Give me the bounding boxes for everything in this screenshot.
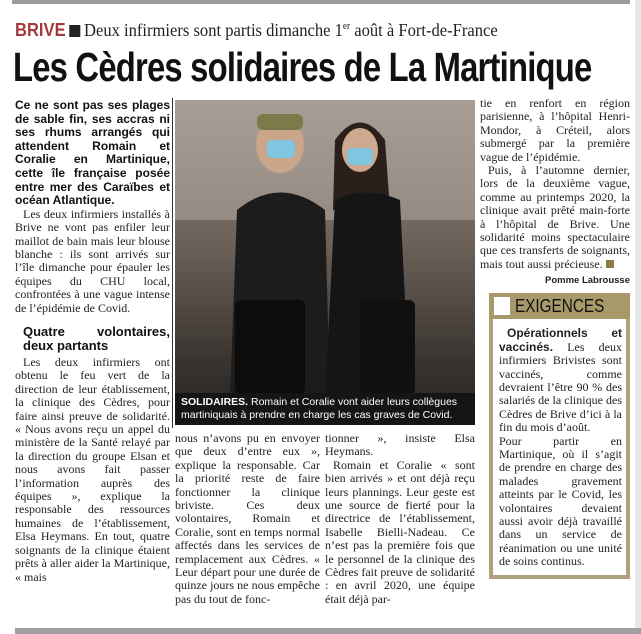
subheading: Quatre volontaires, deux partants bbox=[23, 324, 170, 353]
paragraph bbox=[480, 164, 630, 271]
sidebar-paragraph: Pour partir en Martinique, où il s’agit de prendre en charge des malades gravement atteints par le Covid, les volontaires devaient aussi avoir déjà travaillé dans un service de réanimation ou une unité de soins continus. bbox=[499, 433, 622, 569]
photo-illustration bbox=[175, 100, 475, 425]
paragraph-text: Puis, à l’automne dernier, lors de la deuxième vague, comme au printemps 2020, la clinique avait prêté main-forte à l’hôpital de Brive. Une solidarité moins spectaculaire que ces transferts de soignants, mais tout aussi précieuse. bbox=[480, 163, 630, 271]
square-bullet-icon bbox=[69, 25, 80, 37]
mask-icon bbox=[347, 148, 373, 165]
right-column bbox=[480, 97, 630, 579]
paragraph: Les deux infirmiers ont obtenu le feu vert de la direction de leur établissement, la clinique des Cèdres, pour faire ainsi preuve de solidarité. « Nous avons reçu un appel du ministère de la Santé relayé par la direction du groupe Elsan et nous avons fait passer l’information auprès des équipes », explique la responsable des ressources humaines de l’établissement, Elsa Heymans. En tout, quatre soignants de la clinique étaient prêts à aller aider la Martinique, « mais bbox=[15, 355, 170, 584]
column-4 bbox=[480, 97, 630, 271]
background-wall bbox=[175, 100, 475, 220]
paragraph: tionner », insiste Elsa Heymans. bbox=[325, 431, 475, 459]
kicker-text2: août à Fort-de-France bbox=[350, 20, 498, 40]
sidebar-box-title: EXIGENCES bbox=[515, 296, 605, 317]
mask-icon bbox=[267, 140, 295, 158]
man-cap bbox=[257, 114, 303, 130]
column-3 bbox=[325, 432, 475, 606]
kicker-sup: er bbox=[342, 21, 351, 32]
right-border bbox=[635, 0, 641, 634]
sidebar-text: Les deux infirmiers Brivistes sont vaccinés, comme devraient l’être 90 % des salariés de la clinique des Cèdres de Brive d’ici à la fin du mois d’août. bbox=[499, 339, 622, 435]
kicker-text: Deux infirmiers sont partis dimanche 1 bbox=[84, 20, 343, 40]
paragraph: Les deux infirmiers installés à Brive ne vont pas enfiler leur maillot de bain mais leur blouse blanche : ils sont arrivés sur l’île dimanche pour épauler les équipes du CHU local, confrontées à une vague intense de l’épidémie de Covid. bbox=[15, 206, 170, 315]
lead-paragraph: Ce ne sont pas ses plages de sable fin, ses accras ni ses rhums arrangés qui attendent Romain et Coralie en Martinique, cette île française posée entre mer des Caraïbes et océan Atlantique. bbox=[15, 98, 170, 208]
column-1 bbox=[15, 99, 170, 584]
sidebar-box bbox=[489, 293, 630, 578]
sidebar-lead: Opérationnels et vaccinés. bbox=[499, 326, 622, 354]
column-rule bbox=[172, 98, 173, 428]
sidebar-box-header bbox=[489, 293, 630, 319]
caption-label: SOLIDAIRES. bbox=[181, 396, 249, 408]
kicker-location: BRIVE bbox=[15, 20, 66, 40]
column-2 bbox=[175, 432, 320, 606]
suitcase bbox=[235, 300, 305, 395]
article-photo bbox=[175, 100, 475, 425]
paragraph: Romain et Coralie « sont bien arrivés » et ont déjà reçu leurs plannings. Leur geste est une source de fierté pour la directrice de l’établissement, Isabelle Bielli-Nadeau. Ce n’est pas la première fois que le personnel de la clinique des Cèdres fait preuve de solidarité : en avril 2020, une équipe était déjà par- bbox=[325, 457, 475, 606]
paragraph: tie en renfort en région parisienne, à l’hôpital Henri-Mondor, à Créteil, alors submergé par la première vague de l’épidémie. bbox=[480, 96, 630, 164]
headline: Les Cèdres solidaires de La Martinique bbox=[13, 44, 592, 90]
caption-text: Romain et Coralie vont aider leurs collègues martiniquais à prendre en charge les cas graves de Covid. bbox=[181, 396, 458, 421]
top-border bbox=[12, 0, 630, 4]
suitcase bbox=[360, 300, 415, 395]
author-byline: Pomme Labrousse bbox=[545, 275, 630, 287]
paragraph: nous n’avons pu en envoyer que deux d’entre eux », explique la responsable. Car la priorité reste de faire fonctionner la clinique briviste. Ces deux volontaires, Romain et Coralie, sont en temps normal affectés dans les services de remplacement aux Cèdres. « Leur départ pour une durée de quinze jours ne nous empêche pas du tout de fonc- bbox=[175, 431, 320, 606]
white-square-icon bbox=[494, 297, 510, 315]
photo-caption bbox=[175, 393, 475, 425]
bottom-border bbox=[15, 628, 641, 634]
end-mark-icon bbox=[606, 260, 614, 268]
kicker bbox=[15, 20, 498, 41]
sidebar-box-body bbox=[493, 319, 626, 574]
